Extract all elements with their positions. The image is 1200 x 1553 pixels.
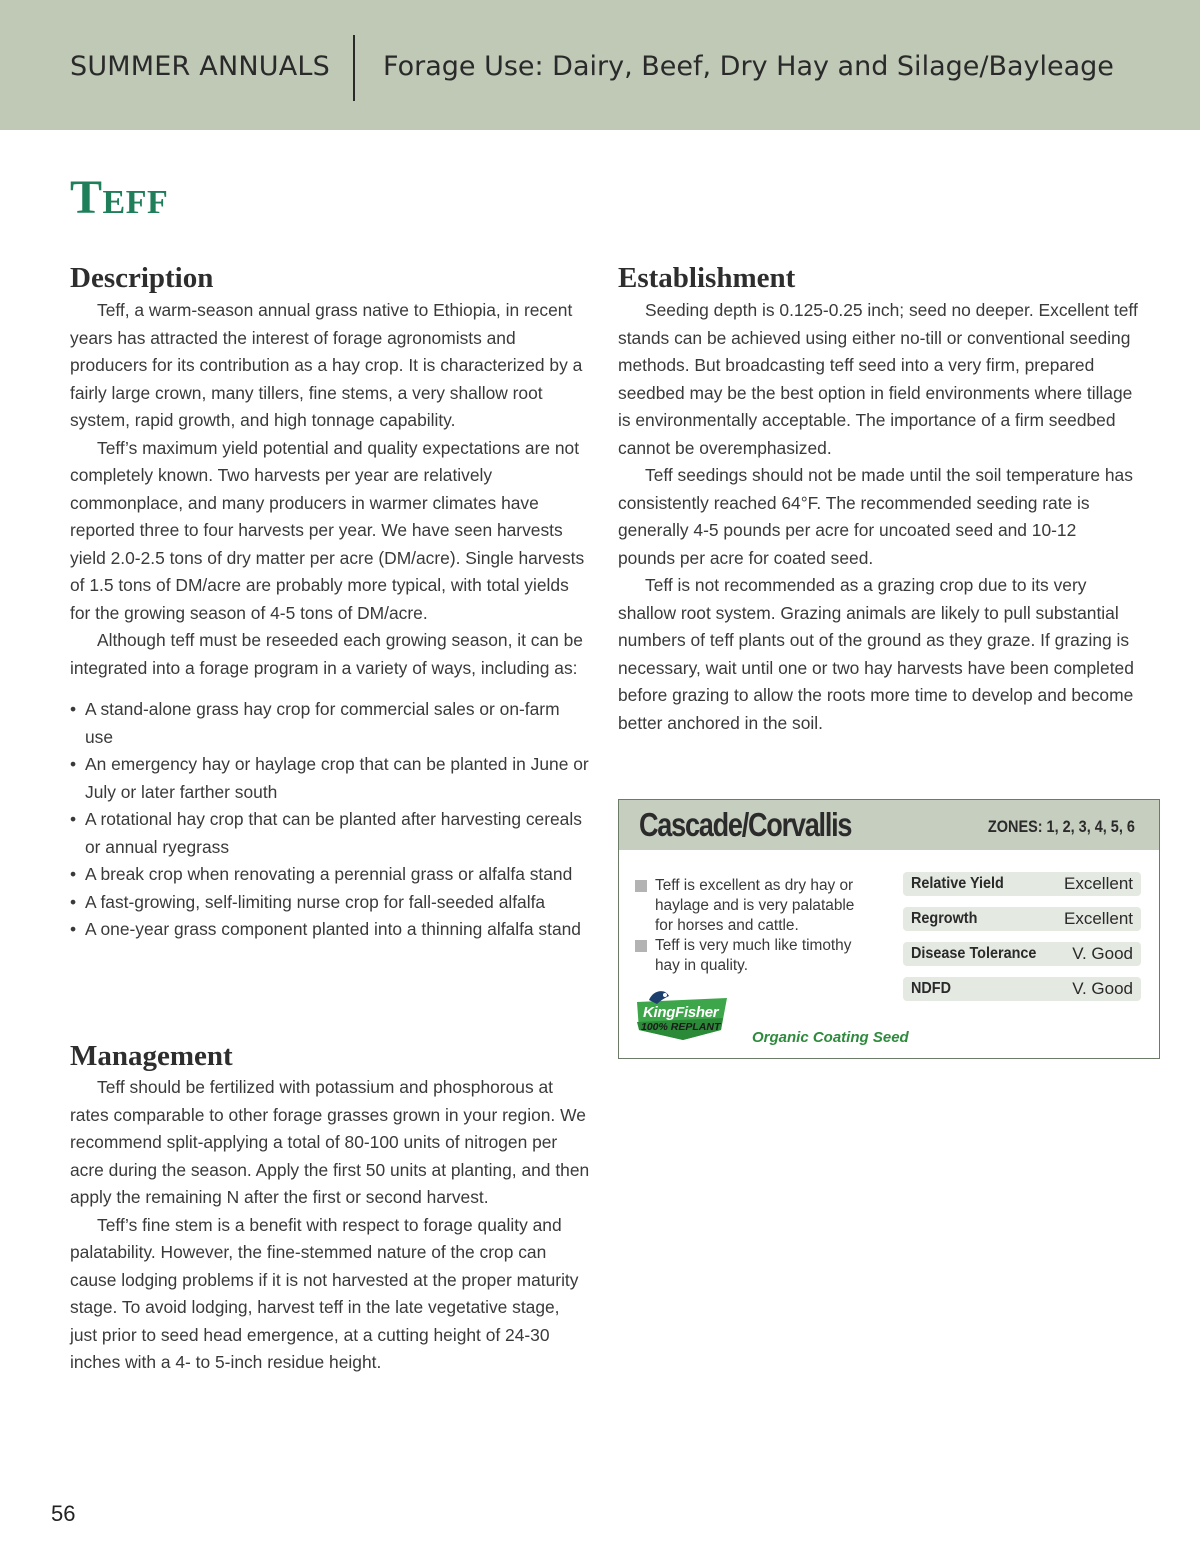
rating-label: NDFD	[911, 980, 951, 997]
establishment-paragraph: Teff seedings should not be made until the soil temperature has consistently reached 64°F. The recommended seeding rate is generally 4-5 pounds per acre for uncoated seed and 10-12 pounds per acre for coated seed.	[618, 465, 1133, 568]
logo-brand: KingFisher	[643, 1004, 719, 1021]
management-paragraph: Teff’s fine stem is a benefit with respect to forage quality and palatability. However, the fine-stemmed nature of the crop can cause lodging problems if it is not harvested at the proper maturity stage. To avoid lodging, harvest teff in the late vegetative stage, just prior to seed head emergence, at a cutting height of 24-30 inches with a 4- to 5-inch residue height.	[70, 1214, 579, 1372]
page-header	[0, 0, 1200, 130]
description-paragraph: Teff’s maximum yield potential and quality expectations are not completely known. Two harvests per year are relatively commonplace, and many producers in warmer climates have reported three to four harvests per year. We have seen harvests yield 2.0-2.5 tons of dry matter per acre (DM/acre). Single harvests of 1.5 tons of DM/acre are probably more typical, with total yields for the growing season of 4-5 tons of DM/acre.	[70, 437, 585, 623]
list-item: • A fast-growing, self-limiting nurse crop for fall-seeded alfalfa	[70, 891, 546, 912]
kingfisher-logo	[635, 990, 731, 1050]
rating-row	[903, 907, 1141, 931]
rating-row	[903, 977, 1141, 1001]
rating-label: Relative Yield	[911, 875, 1004, 892]
coating-label: Organic Coating Seed	[752, 1029, 909, 1046]
square-bullet-icon	[635, 880, 647, 892]
rating-row	[903, 942, 1141, 966]
management-body	[70, 1074, 590, 1377]
description-body	[70, 297, 590, 944]
list-item: • A one-year grass component planted into a thinning alfalfa stand	[70, 919, 581, 939]
rating-value: Excellent	[1064, 874, 1133, 893]
variety-notes	[635, 876, 875, 976]
uses-list	[70, 696, 590, 944]
rating-label: Disease Tolerance	[911, 945, 1037, 962]
rating-value: V. Good	[1072, 944, 1133, 963]
description-paragraph: Although teff must be reseeded each growing season, it can be integrated into a forage program in a variety of ways, including as:	[70, 630, 583, 678]
square-bullet-icon	[635, 940, 647, 952]
description-heading: Description	[70, 262, 214, 294]
section-label: SUMMER ANNUALS	[70, 51, 330, 82]
rating-label: Regrowth	[911, 910, 978, 927]
rating-row	[903, 872, 1141, 896]
page-title: Teff	[70, 171, 169, 224]
variety-card-header	[619, 800, 1159, 850]
rating-value: Excellent	[1064, 909, 1133, 928]
rating-value: V. Good	[1072, 979, 1133, 998]
description-paragraph: Teff, a warm-season annual grass native to Ethiopia, in recent years has attracted the interest of forage agronomists and producers for its contribution as a hay crop. It is characterized by a fairly large crown, many tillers, fine stems, a very shallow root system, rapid growth, and high tonnage capability.	[70, 300, 583, 430]
forage-use-label: Forage Use: Dairy, Beef, Dry Hay and Silage/Bayleage	[383, 51, 1114, 82]
management-paragraph: Teff should be fertilized with potassium and phosphorous at rates comparable to other forage grasses grown in your region. We recommend split-applying a total of 80-100 units of nitrogen per acre during the season. Apply the first 50 units at planting, and then apply the remaining N after the first or second harvest.	[70, 1077, 590, 1207]
note-item: Teff is very much like timothy hay in quality.	[635, 936, 875, 976]
variety-zones: ZONES: 1, 2, 3, 4, 5, 6	[988, 817, 1135, 836]
ratings-list	[903, 872, 1141, 1012]
variety-name: Cascade/Corvallis	[639, 806, 852, 843]
note-item: Teff is excellent as dry hay or haylage and is very palatable for horses and cattle.	[635, 876, 875, 936]
header-divider	[353, 35, 355, 101]
page-number: 56	[51, 1501, 76, 1526]
variety-card	[618, 799, 1160, 1059]
logo-tagline: 100% REPLANT	[641, 1021, 721, 1033]
list-item: • An emergency hay or haylage crop that can be planted in June or July or later farther south	[70, 754, 589, 802]
establishment-body	[618, 297, 1138, 737]
list-item: • A stand-alone grass hay crop for commercial sales or on-farm use	[70, 699, 560, 747]
list-item: • A break crop when renovating a perennial grass or alfalfa stand	[70, 864, 573, 884]
establishment-paragraph: Teff is not recommended as a grazing crop due to its very shallow root system. Grazing animals are likely to pull substantial numbers of teff plants out of the ground as they graze. If grazing is necessary, wait until one or two hay harvests have been completed before grazing to allow the roots more time to develop and become better anchored in the soil.	[618, 575, 1134, 733]
management-heading: Management	[70, 1040, 233, 1072]
list-item: • A rotational hay crop that can be planted after harvesting cereals or annual ryegrass	[70, 809, 582, 857]
establishment-heading: Establishment	[618, 262, 796, 294]
establishment-paragraph: Seeding depth is 0.125-0.25 inch; seed no deeper. Excellent teff stands can be achieved using either no-till or conventional seeding methods. But broadcasting teff seed into a very firm, prepared seedbed may be the best option in field environments where tillage is environmentally acceptable. The importance of a firm seedbed cannot be overemphasized.	[618, 300, 1138, 458]
